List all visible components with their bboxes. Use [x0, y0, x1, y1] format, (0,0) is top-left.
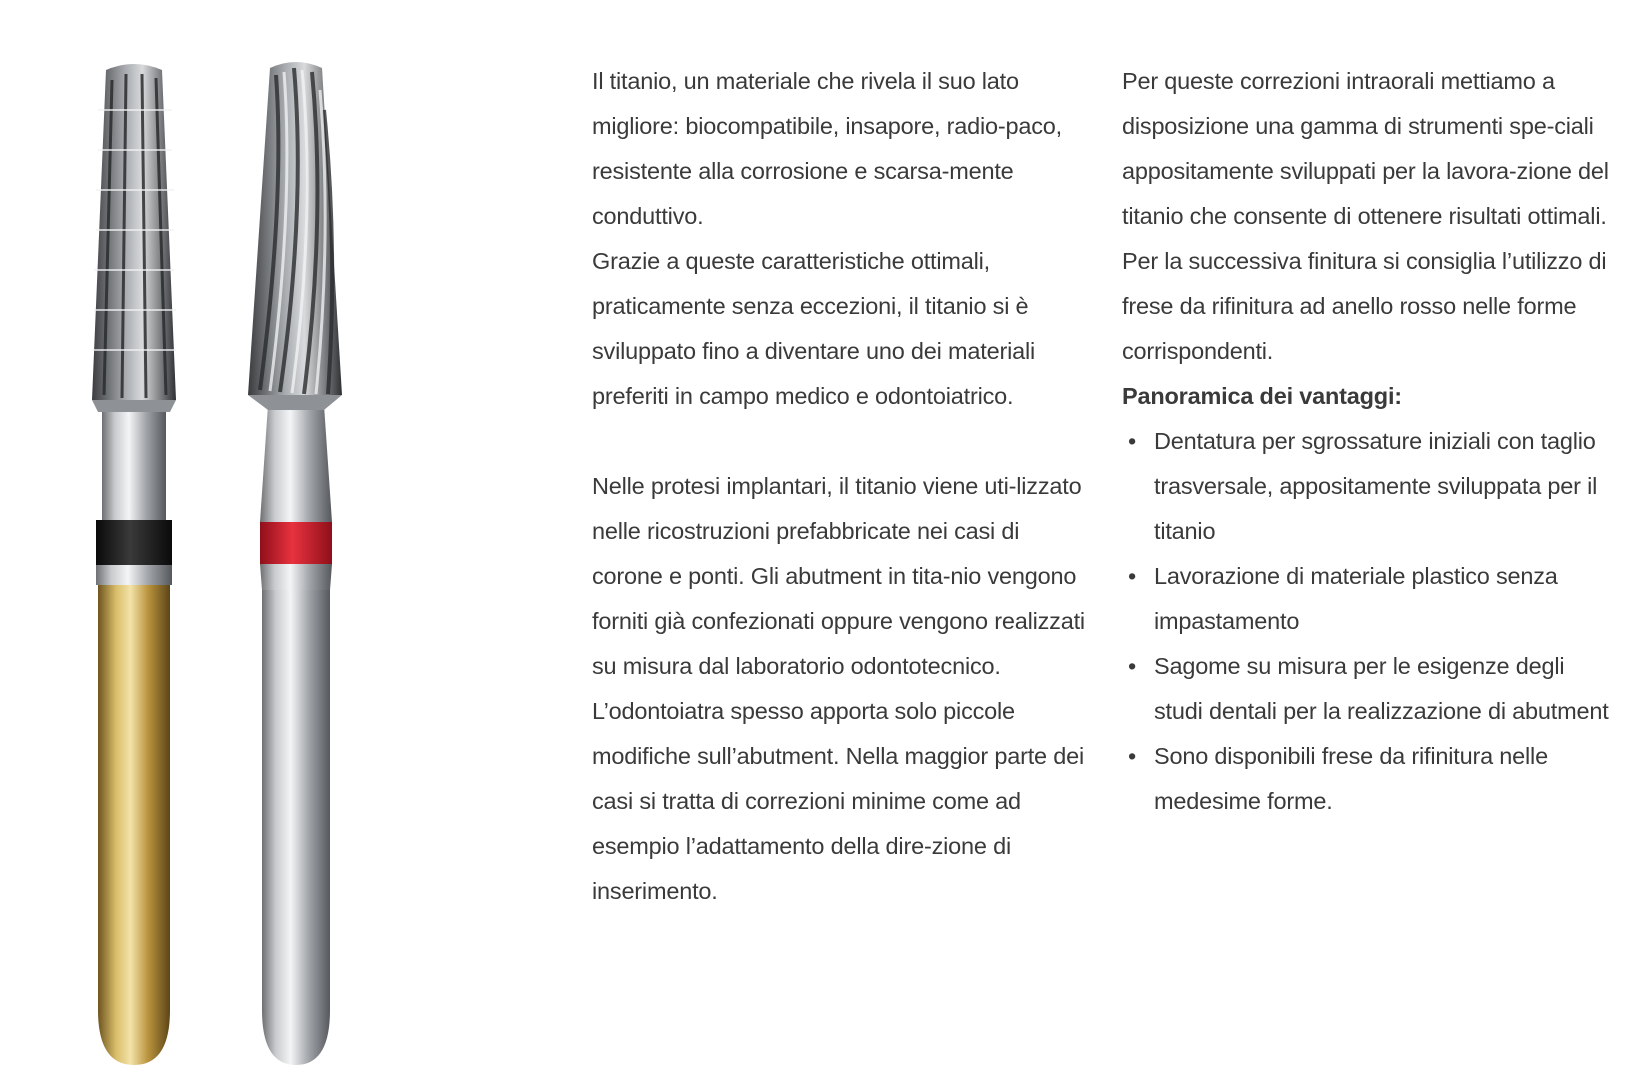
- right-text-column: [1122, 59, 1612, 824]
- dental-burs-illustration: [80, 50, 380, 1080]
- paragraph-titanium-properties: Grazie a queste caratteristiche ottimali, praticamente senza eccezioni, il titanio si è sviluppato fino a diventare uno dei materiali preferiti in campo medico e odontoiatrico.: [592, 248, 1035, 409]
- paragraph-titanium-intro: Il titanio, un materiale che rivela il suo lato migliore: biocompatibile, insapore, radio-paco, resistente alla corrosione e scarsa-mente conduttivo.: [592, 68, 1062, 229]
- paragraph-abutment-corrections: L’odontoiatra spesso apporta solo piccole modifiche sull’abutment. Nella maggior parte dei casi si tratta di correzioni minime come ad esempio l’adattamento della dire-zione di inserimento.: [592, 698, 1084, 904]
- benefits-list: [1122, 419, 1612, 824]
- bur-black-ring: [92, 64, 176, 1065]
- list-item: • Lavorazione di materiale plastico senza impastamento: [1122, 554, 1612, 644]
- list-item: • Sagome su misura per le esigenze degli studi dentali per la realizzazione di abutment: [1122, 644, 1612, 734]
- list-item: • Dentatura per sgrossature iniziali con taglio trasversale, appositamente sviluppata per il titanio: [1122, 419, 1612, 554]
- bur-red-ring: [248, 62, 342, 1065]
- paragraph-instruments: Per queste correzioni intraorali mettiamo a disposizione una gamma di strumenti spe-ciali appositamente sviluppati per la lavora-zione del titanio che consente di ottenere risultati ottimali. Per la successiva finitura si consiglia l’utilizzo di frese da rifinitura ad anello rosso nelle forme corrispondenti.: [1122, 68, 1609, 364]
- list-item: • Sono disponibili frese da rifinitura nelle medesime forme.: [1122, 734, 1612, 824]
- paragraph-implant-prosthesis: Nelle protesi implantari, il titanio viene uti-lizzato nelle ricostruzioni prefabbricate nei casi di corone e ponti. Gli abutment in tita-nio vengono forniti già confezionati oppure vengono realizzati su misura dal laboratorio odontotecnico.: [592, 473, 1085, 679]
- left-text-column: [592, 59, 1092, 914]
- benefits-heading: Panoramica dei vantaggi:: [1122, 383, 1402, 409]
